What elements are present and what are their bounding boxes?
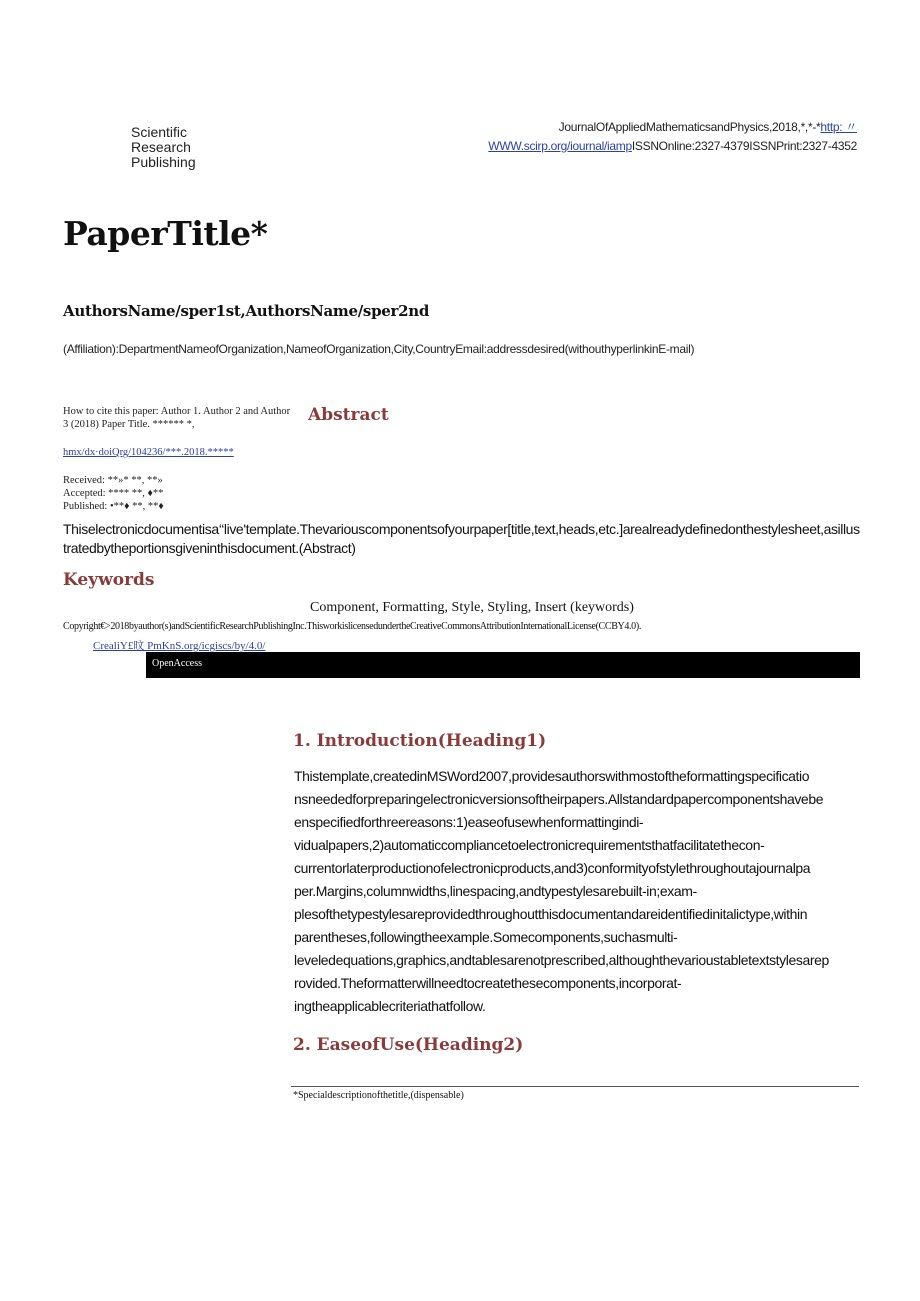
license-link[interactable]: CrealiY£旼 PmKnS.org/icgiscs/by/4.0/ (93, 640, 266, 652)
publisher-name-line: Scientific (131, 124, 188, 140)
journal-name: JournalOfAppliedMathematicsandPhysics,2018,*,*-* (558, 120, 821, 134)
open-access-label: OpenAccess (152, 658, 202, 669)
published-date: Published: •**♦ **, **♦ (63, 501, 164, 512)
affiliation-line: (Affiliation):DepartmentNameofOrganization,NameofOrganization,City,CountryEmail:addressdesired(withouthyperlinkinE-mail) (63, 342, 695, 356)
abstract-heading: Abstract (308, 405, 389, 425)
copyright-notice: Copyright€>2018byauthor(s)andScientificResearchPublishingInc.ThisworkislicensedundertheCreativeCommonsAttributionInternationalLicense(CCBY4.0). (63, 621, 641, 632)
body-line: nsneededforpreparingelectronicversionsoftheirpapers.Allstandardpapercomponentshavebe (294, 791, 824, 807)
doi-link[interactable]: hmx/dx·doiQrg/104236/***.2018.***** (63, 447, 234, 458)
introduction-body (294, 765, 857, 1018)
section-heading-ease-of-use: 2. EaseofUse(Heading2) (293, 1035, 524, 1055)
keywords-text: Component, Formatting, Style, Styling, Insert (keywords) (310, 600, 634, 615)
body-line: vidualpapers,2)automaticcompliancetoelectronicrequirementsthatfacilitatethecon- (294, 837, 765, 853)
accepted-date: Accepted: **** **, ♦** (63, 488, 164, 499)
paper-title: PaperTitle* (63, 214, 268, 253)
body-line: enspecifiedforthreereasons:1)easeofusewhenformattingindi- (294, 814, 644, 830)
footnote-divider (291, 1086, 859, 1087)
keywords-heading: Keywords (63, 570, 155, 590)
publisher-name-line: Publishing (131, 154, 196, 170)
received-date: Received: **»* **, **» (63, 475, 163, 486)
body-line: per.Margins,columnwidths,linespacing,andtypestylesarebuilt-in;exam- (294, 883, 697, 899)
body-line: ingtheapplicablecriteriathatfollow. (294, 998, 486, 1014)
body-line: plesofthetypestylesareprovidedthroughoutthisdocumentandareidentifiedinitalictype,within (294, 906, 808, 922)
publisher-name-line: Research (131, 139, 191, 155)
footnote-text: *Specialdescriptionofthetitle,(dispensable) (293, 1090, 464, 1101)
journal-url-link[interactable]: http: 〃 (820, 120, 857, 134)
body-line: parentheses,followingtheexample.Somecomponents,suchasmulti- (294, 929, 678, 945)
authors-line: AuthorsName/sper1st,AuthorsName/sper2nd (63, 302, 430, 320)
issn-text: ISSNOnline:2327-4379ISSNPrint:2327-4352 (631, 139, 857, 153)
journal-url-link[interactable]: WWW.scirp.org/iournal/iamp (488, 139, 632, 153)
section-heading-introduction: 1. Introduction(Heading1) (293, 731, 547, 751)
body-line: rovided.Theformatterwillneedtocreatethesecomponents,incorporat- (294, 975, 682, 991)
open-access-banner (146, 652, 860, 678)
publication-dates (63, 474, 164, 513)
journal-issn-line (488, 139, 857, 153)
body-line: leveledequations,graphics,andtablesarenotprescribed,althoughthevarioustabletextstylesarep (294, 952, 829, 968)
journal-citation (559, 118, 857, 135)
publisher-logo (131, 125, 196, 170)
body-line: currentorlaterproductionofelectronicproducts,and3)conformityofstylethroughoutajournalpa (294, 860, 811, 876)
body-line: Thistemplate,createdinMSWord2007,providesauthorswithmostoftheformattingspecificatio (294, 768, 810, 784)
cite-this-paper: How to cite this paper: Author 1. Author 2 and Author 3 (2018) Paper Title. ****** *, (63, 406, 291, 430)
abstract-text: Thiselectronicdocumentisa‘‘live'template.Thevariouscomponentsofyourpaper[title,text,heads,etc.]arealreadydefinedonthestylesheet,asillustratedbytheportionsgiveninthisdocument.(Abstract) (63, 521, 860, 556)
